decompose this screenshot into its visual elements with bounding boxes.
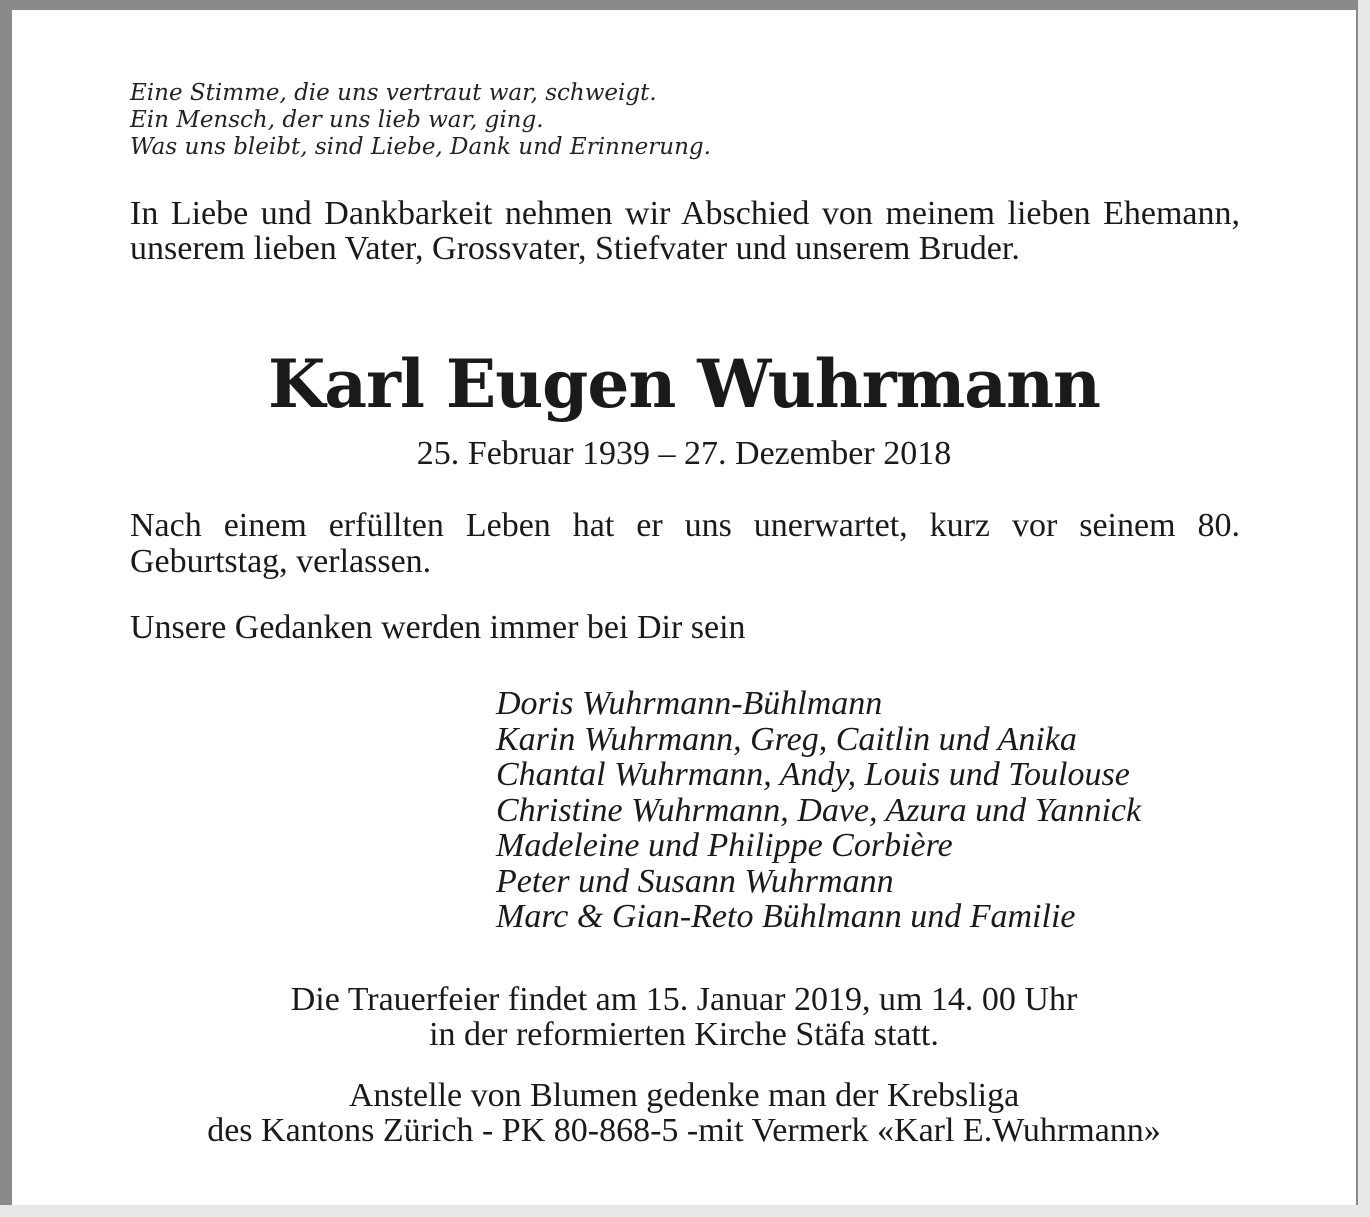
- family-member: Marc & Gian-Reto Bühlmann und Familie: [496, 898, 1076, 935]
- family-member: Peter und Susann Wuhrmann: [496, 862, 894, 900]
- donation-notice: [12, 1078, 1356, 1148]
- verse-line: Was uns bleibt, sind Liebe, Dank und Erinnerung.: [130, 134, 711, 160]
- memorial-verse: [130, 80, 711, 161]
- verse-line: Eine Stimme, die uns vertraut war, schweigt.: [130, 80, 657, 106]
- verse-line: Ein Mensch, der uns lieb war, ging.: [130, 107, 544, 133]
- family-list: [496, 686, 1141, 935]
- family-member: Chantal Wuhrmann, Andy, Louis und Toulouse: [496, 756, 1130, 793]
- deceased-name: Karl Eugen Wuhrmann: [267, 345, 1101, 423]
- thoughts-line: Unsere Gedanken werden immer bei Dir sein: [130, 609, 746, 646]
- viewer-frame-bottom: [0, 1205, 1370, 1217]
- donation-line: des Kantons Zürich - PK 80-868-5 -mit Vermerk «Karl E.Wuhrmann»: [207, 1112, 1161, 1149]
- farewell-intro: In Liebe und Dankbarkeit nehmen wir Abschied von meinem lieben Ehemann, unserem lieben Vater, Grossvater, Stiefvater und unserem Bruder.: [130, 195, 1240, 267]
- family-member: Christine Wuhrmann, Dave, Azura und Yannick: [496, 791, 1142, 829]
- obituary-page: [12, 10, 1356, 1205]
- ceremony-line: in der reformierten Kirche Stäfa statt.: [429, 1016, 939, 1053]
- donation-line: Anstelle von Blumen gedenke man der Krebsliga: [348, 1077, 1020, 1114]
- life-dates: 25. Februar 1939 – 27. Dezember 2018: [416, 435, 952, 472]
- ceremony-line: Die Trauerfeier findet am 15. Januar 2019, um 14. 00 Uhr: [290, 981, 1078, 1018]
- family-member: Madeleine und Philippe Corbière: [496, 827, 953, 864]
- family-member: Doris Wuhrmann-Bühlmann: [496, 685, 883, 722]
- viewer-frame-right: [1358, 0, 1370, 1217]
- ceremony-notice: [12, 982, 1356, 1052]
- family-member: Karin Wuhrmann, Greg, Caitlin und Anika: [496, 720, 1077, 758]
- life-text: Nach einem erfüllten Leben hat er uns unerwartet, kurz vor seinem 80. Geburtstag, verlassen.: [130, 507, 1240, 580]
